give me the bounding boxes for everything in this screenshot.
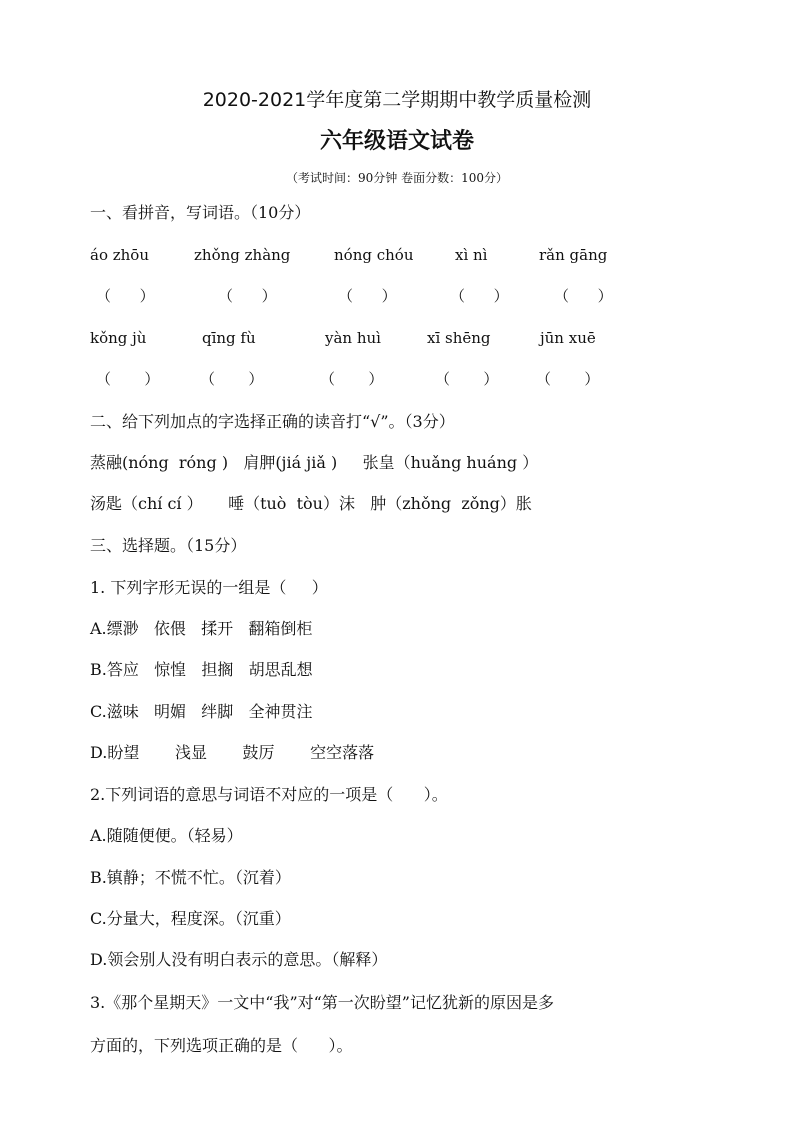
exam-title: 2020-2021学年度第二学期期中教学质量检测 — [202, 89, 592, 111]
section3-heading: 三、选择题。（15分） — [90, 536, 247, 555]
section2-line-2: 汤匙（chí cí ） 唾（tuò tòu）沫 肿（zhǒng zǒng）胀 — [90, 494, 532, 513]
question-2: 2.下列词语的意思与词语不对应的一项是（ ）。 — [90, 785, 448, 804]
answer-blank[interactable]: （ ） — [450, 287, 509, 305]
pinyin-item: kǒng jù — [90, 329, 147, 347]
answer-blank[interactable]: （ ） — [338, 287, 397, 305]
q1-option-b: B.答应 惊惶 担搁 胡思乱想 — [90, 660, 313, 679]
answer-blank[interactable]: （ ） — [96, 370, 160, 388]
q2-option-c: C.分量大，程度深。（沉重） — [90, 909, 291, 928]
answer-blank[interactable]: （ ） — [218, 287, 277, 305]
answer-blank[interactable]: （ ） — [96, 287, 155, 305]
pinyin-item: áo zhōu — [90, 246, 149, 264]
q1-option-a: A.缥渺 依偎 揉开 翻箱倒柜 — [90, 619, 313, 638]
q2-option-b: B.镇静；不慌不忙。（沉着） — [90, 868, 291, 887]
section2-heading: 二、给下列加点的字选择正确的读音打“√”。（3分） — [90, 412, 455, 431]
pinyin-item: yàn huì — [325, 329, 381, 347]
pinyin-item: rǎn gāng — [539, 246, 608, 264]
pinyin-item: xì nì — [455, 246, 488, 264]
q2-option-d: D.领会别人没有明白表示的意思。（解释） — [90, 950, 388, 969]
pinyin-item: nóng chóu — [334, 246, 414, 264]
q1-option-c: C.滋味 明媚 绊脚 全神贯注 — [90, 702, 313, 721]
question-3-line-1: 3.《那个星期天》一文中“我”对“第一次盼望”记忆犹新的原因是多 — [90, 993, 554, 1012]
pinyin-item: jūn xuē — [540, 329, 596, 347]
answer-blank[interactable]: （ ） — [320, 370, 384, 388]
exam-info: （考试时间：90分钟 卷面分数：100分） — [286, 171, 508, 185]
section2-line-1: 蒸融(nóng róng ) 肩胛(jiá jiǎ ) 张皇（huǎng huáng ） — [90, 453, 539, 472]
question-3-line-2: 方面的，下列选项正确的是（ ）。 — [90, 1036, 353, 1055]
answer-blank[interactable]: （ ） — [536, 370, 600, 388]
pinyin-item: zhǒng zhàng — [194, 246, 291, 264]
pinyin-item: qīng fù — [202, 329, 256, 347]
q2-option-a: A.随随便便。（轻易） — [90, 826, 243, 845]
answer-blank[interactable]: （ ） — [554, 287, 613, 305]
paper-title: 六年级语文试卷 — [319, 129, 474, 154]
q1-option-d: D.盼望 浅显 鼓厉 空空落落 — [90, 743, 375, 762]
answer-blank[interactable]: （ ） — [200, 370, 264, 388]
section1-heading: 一、看拼音，写词语。（10分） — [90, 203, 311, 222]
pinyin-item: xī shēng — [427, 329, 491, 347]
question-1: 1. 下列字形无误的一组是（ ） — [90, 578, 328, 597]
answer-blank[interactable]: （ ） — [435, 370, 499, 388]
